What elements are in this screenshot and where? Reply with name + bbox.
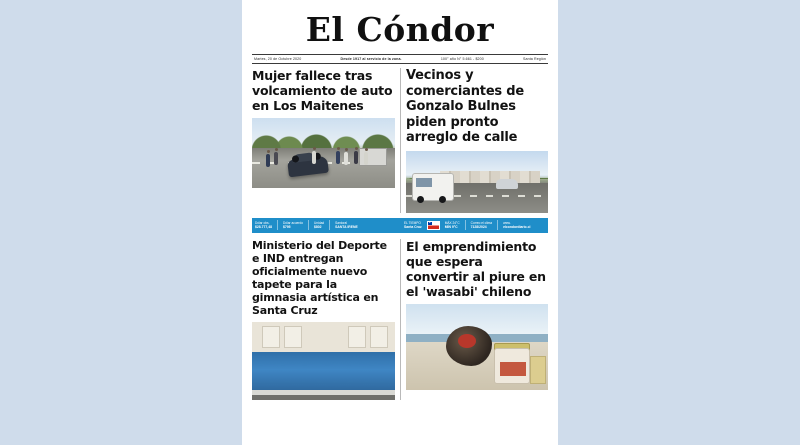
headline-bottom-right: El emprendimiento que espera convertir al piure en el 'wasabi' chileno — [406, 238, 546, 299]
info-label: Unidad — [314, 220, 325, 225]
info-weather — [404, 221, 422, 230]
info-label: Santoral — [335, 220, 347, 225]
photo-bystander — [364, 152, 368, 165]
info-label: EL TIEMPO — [404, 220, 421, 225]
newspaper-title: El Cóndor — [305, 10, 495, 49]
masthead — [242, 0, 558, 64]
info-separator — [497, 220, 498, 230]
photo-bystander — [312, 151, 316, 164]
photo-bottle — [530, 356, 546, 384]
photo-bystander — [336, 151, 340, 164]
info-dolar-acuerdo — [283, 221, 303, 230]
info-unidad — [314, 221, 324, 230]
info-santoral — [335, 221, 358, 230]
street-with-van-photo — [406, 151, 548, 213]
photo-car — [496, 179, 518, 189]
info-separator — [329, 220, 330, 230]
story-top-right[interactable] — [401, 68, 548, 213]
piure-jar-photo — [406, 304, 548, 390]
dateline-date: Martes, 20 de Octubre 2020 — [254, 57, 302, 61]
dateline-divider — [252, 63, 548, 64]
info-value: SANTA IRENE — [335, 225, 358, 229]
dateline-slogan: Desde 1917 al servicio de la zona. — [340, 57, 402, 61]
info-value: Santa Cruz — [404, 225, 422, 229]
info-label: Dólar acuerdo — [282, 220, 304, 225]
info-value: 7128/2024 — [470, 225, 487, 229]
info-value: $28.777,48 — [255, 225, 272, 229]
photo-banner — [370, 326, 388, 348]
info-dolar-obs — [255, 221, 272, 230]
photo-bystander — [266, 154, 270, 167]
info-value: $795 — [282, 225, 291, 229]
headline-top-left: Mujer fallece tras volcamiento de auto en Los Maitenes — [252, 68, 393, 113]
info-bar-right — [400, 220, 548, 230]
photo-bystander — [354, 151, 358, 164]
photo-houses — [440, 171, 540, 183]
info-value: elcondordiario.cl — [503, 225, 531, 229]
photo-jar-label — [500, 362, 526, 376]
dateline-region: Santa Región — [523, 57, 546, 61]
bottom-stories-grid — [252, 239, 548, 400]
newspaper-front-page — [242, 0, 558, 445]
info-separator — [277, 220, 278, 230]
headline-bottom-left: Ministerio del Deporte e IND entregan oficialmente nuevo tapete para la gimnasia artística en Santa Cruz — [252, 238, 387, 317]
story-bottom-left[interactable] — [252, 239, 400, 400]
photo-bystander — [344, 152, 348, 165]
headline-top-right: Vecinos y comerciantes de Gonzalo Bulnes piden pronto arreglo de calle — [406, 68, 525, 145]
info-label: www. — [503, 220, 511, 225]
photo-blue-mat — [252, 352, 395, 395]
photo-bystander — [274, 152, 278, 165]
photo-floor — [252, 395, 395, 400]
info-value: MÍN 9°C — [444, 225, 458, 229]
dateline-issue: 100° año N° 5.661 - $200 — [440, 57, 484, 61]
info-label: Dólar obs. — [255, 220, 270, 225]
story-bottom-right[interactable] — [401, 239, 548, 400]
photo-banner — [262, 326, 280, 348]
info-website[interactable] — [503, 221, 530, 230]
dateline — [242, 55, 558, 61]
info-edition — [471, 221, 492, 230]
photo-banner — [284, 326, 302, 348]
overturned-car-photo — [252, 118, 395, 188]
gymnastics-mat-photo — [252, 322, 395, 400]
story-top-left[interactable] — [252, 68, 400, 213]
info-bar-left — [252, 220, 400, 230]
info-label: MÁX 24°C — [444, 220, 460, 225]
chile-flag-icon — [427, 221, 440, 230]
top-stories-grid — [252, 68, 548, 213]
info-label: Correo el clima — [470, 220, 493, 225]
photo-wheel — [292, 155, 300, 163]
info-separator — [465, 220, 466, 230]
info-value: $802 — [314, 225, 322, 229]
photo-banner — [348, 326, 366, 348]
photo-white-van — [412, 173, 454, 201]
info-bar — [252, 218, 548, 233]
photo-piure — [446, 326, 492, 366]
info-temps — [445, 221, 460, 230]
info-separator — [308, 220, 309, 230]
